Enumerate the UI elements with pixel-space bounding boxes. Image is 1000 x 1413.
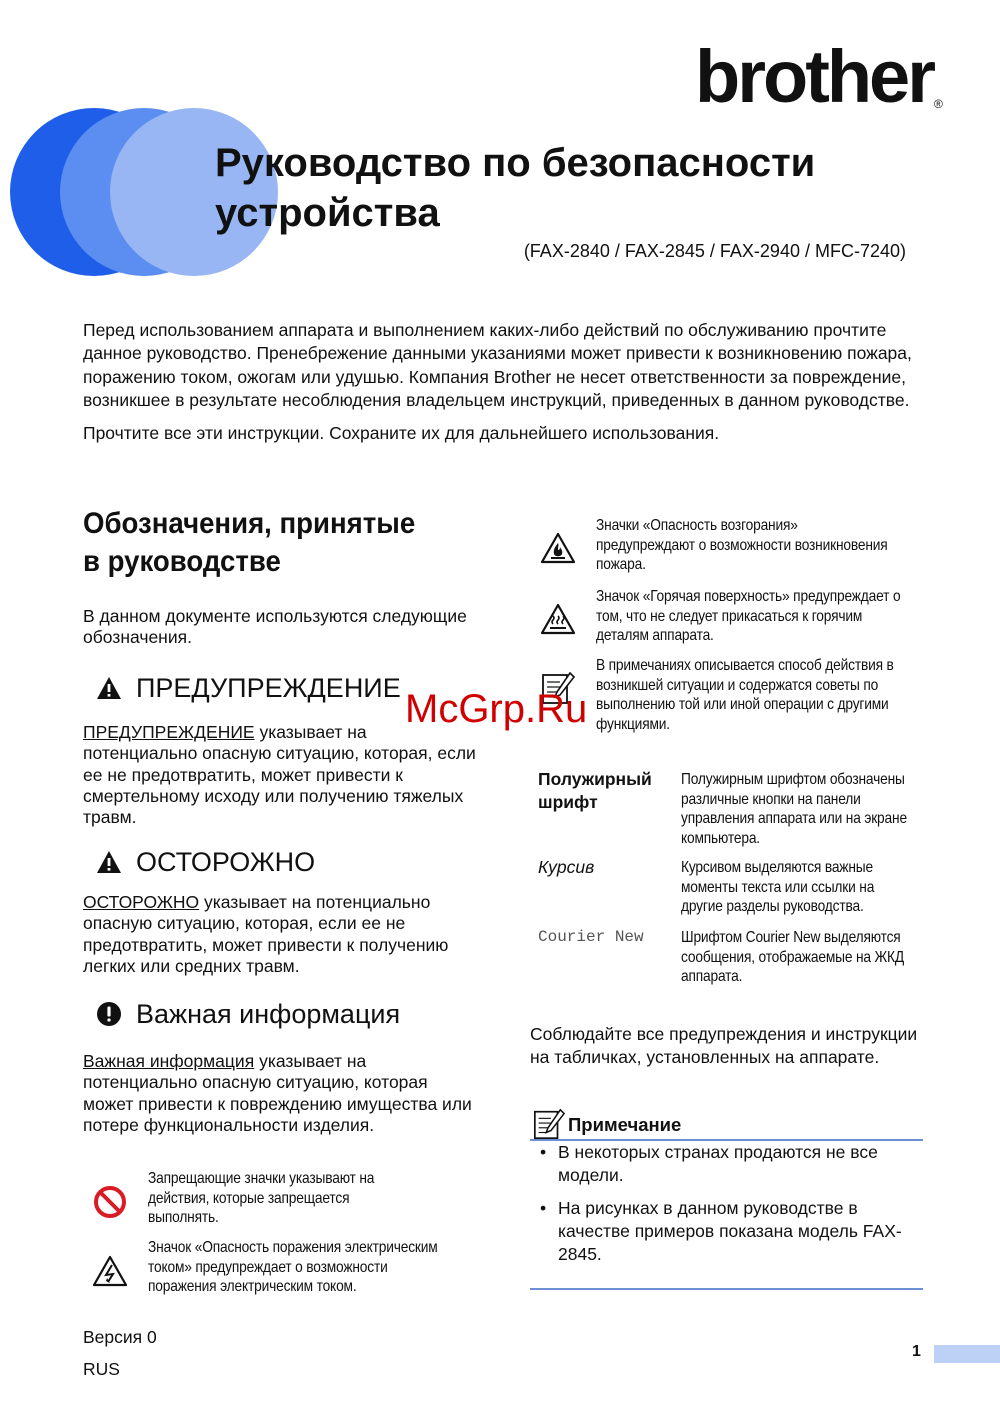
convention-term-bold: Полужирный шрифт <box>538 769 652 812</box>
convention-row-bold <box>538 768 907 847</box>
page-number: 1 <box>912 1343 921 1360</box>
warning-heading <box>95 672 401 704</box>
prohibited-note: Запрещающие значки указывают на действия, которые запрещается выполнять. <box>148 1170 375 1226</box>
warning-triangle-icon <box>95 674 123 702</box>
watermark: McGrp.Ru <box>405 687 588 731</box>
observe-text: Соблюдайте все предупреждения и инструкции на табличках, установленных на аппарате. <box>530 1024 918 1067</box>
convention-def-bold: Полужирным шрифтом обозначены различные кнопки на панели управления аппарата или на экране компьютера. <box>681 771 907 847</box>
note-item: • В некоторых странах продаются не все модели. <box>530 1141 923 1187</box>
symbols-lead: В данном документе используются следующие обозначения. <box>83 606 467 647</box>
important-heading <box>95 998 400 1030</box>
symbols-heading-line-2: в руководстве <box>83 545 281 578</box>
hot-surface-icon <box>540 603 576 640</box>
title-line-1: Руководство по безопасности <box>215 141 816 185</box>
hot-surface-note: Значок «Горячая поверхность» предупреждает о том, что не следует прикасаться к горячим деталям аппарата. <box>596 588 901 644</box>
convention-term-italic: Курсив <box>538 857 595 877</box>
important-heading-text: Важная информация <box>136 999 401 1029</box>
registered-mark: ® <box>934 97 943 111</box>
convention-row-italic <box>538 856 875 915</box>
note-list <box>530 1141 923 1266</box>
intro-text <box>83 319 923 455</box>
page-title <box>215 138 975 238</box>
important-term: Важная информация <box>83 1051 255 1071</box>
convention-def-courier: Шрифтом Courier New выделяются сообщения, отображаемые на ЖКД аппарата. <box>681 929 905 985</box>
convention-def-italic: Курсивом выделяются важные моменты текста или ссылки на другие разделы руководства. <box>681 859 875 915</box>
model-list: (FAX-2840 / FAX-2845 / FAX-2940 / MFC-7240) <box>523 241 906 261</box>
caution-term: ОСТОРОЖНО <box>83 892 200 912</box>
warning-text: указывает на потенциально опасную ситуацию, которая, если ее не предотвратить, может привести к смертельному исходу или получению тяжелых травм. <box>83 722 476 828</box>
brother-logo: brother <box>695 35 933 118</box>
caution-paragraph <box>83 892 478 977</box>
important-paragraph <box>83 1051 478 1136</box>
note-header <box>530 1107 923 1141</box>
fire-hazard-icon <box>540 532 576 569</box>
electric-shock-icon <box>92 1255 128 1292</box>
exclamation-circle-icon <box>95 1000 123 1028</box>
note-item: • На рисунках в данном руководстве в качестве примеров показана модель FAX-2845. <box>530 1197 923 1266</box>
intro-paragraph-1: Перед использованием аппарата и выполнением каких-либо действий по обслуживанию прочтите данное руководство. Пренебрежение данными указаниями может привести к возникновению пожара, поражению током, ожогам или удушью. Компания Brother не несет ответственности за повреждение, возникшее в результате несоблюдения владельцем инструкций, приведенных в данном руководстве. <box>83 320 912 410</box>
title-line-2: устройства <box>215 191 440 235</box>
fire-hazard-note: Значки «Опасность возгорания» предупреждают о возможности возникновения пожара. <box>596 517 888 573</box>
page-tab <box>934 1345 1000 1363</box>
caution-heading-text: ОСТОРОЖНО <box>136 847 316 877</box>
notes-description: В примечаниях описывается способ действия в возникшей ситуации и содержатся советы по выполнению той или иной операции с другими функциями. <box>596 657 894 733</box>
intro-paragraph-2: Прочтите все эти инструкции. Сохраните их для дальнейшего использования. <box>83 423 720 444</box>
language-code: RUS <box>83 1359 120 1379</box>
note-title: Примечание <box>568 1114 691 1136</box>
version-label: Версия 0 <box>83 1327 157 1347</box>
prohibited-icon <box>93 1185 127 1224</box>
convention-row-courier <box>538 928 905 985</box>
note-body <box>530 1141 923 1290</box>
warning-term: ПРЕДУПРЕЖДЕНИЕ <box>83 722 255 742</box>
warning-paragraph <box>83 722 478 828</box>
warning-heading-text: ПРЕДУПРЕЖДЕНИЕ <box>136 673 401 703</box>
convention-term-courier: Courier New <box>538 928 644 946</box>
symbols-heading-line-1: Обозначения, принятые <box>83 507 416 540</box>
caution-text: указывает на потенциально опасную ситуацию, которая, если ее не предотвратить, может привести к получению легких или средних травм. <box>83 892 449 976</box>
symbols-heading <box>83 505 469 581</box>
important-text: указывает на потенциально опасную ситуацию, которая может привести к повреждению имущества или потере функциональности изделия. <box>83 1051 472 1135</box>
electric-shock-note: Значок «Опасность поражения электрическим током» предупреждает о возможности поражения электрическим током. <box>148 1239 438 1295</box>
caution-triangle-icon <box>95 848 123 876</box>
caution-heading <box>95 846 315 878</box>
